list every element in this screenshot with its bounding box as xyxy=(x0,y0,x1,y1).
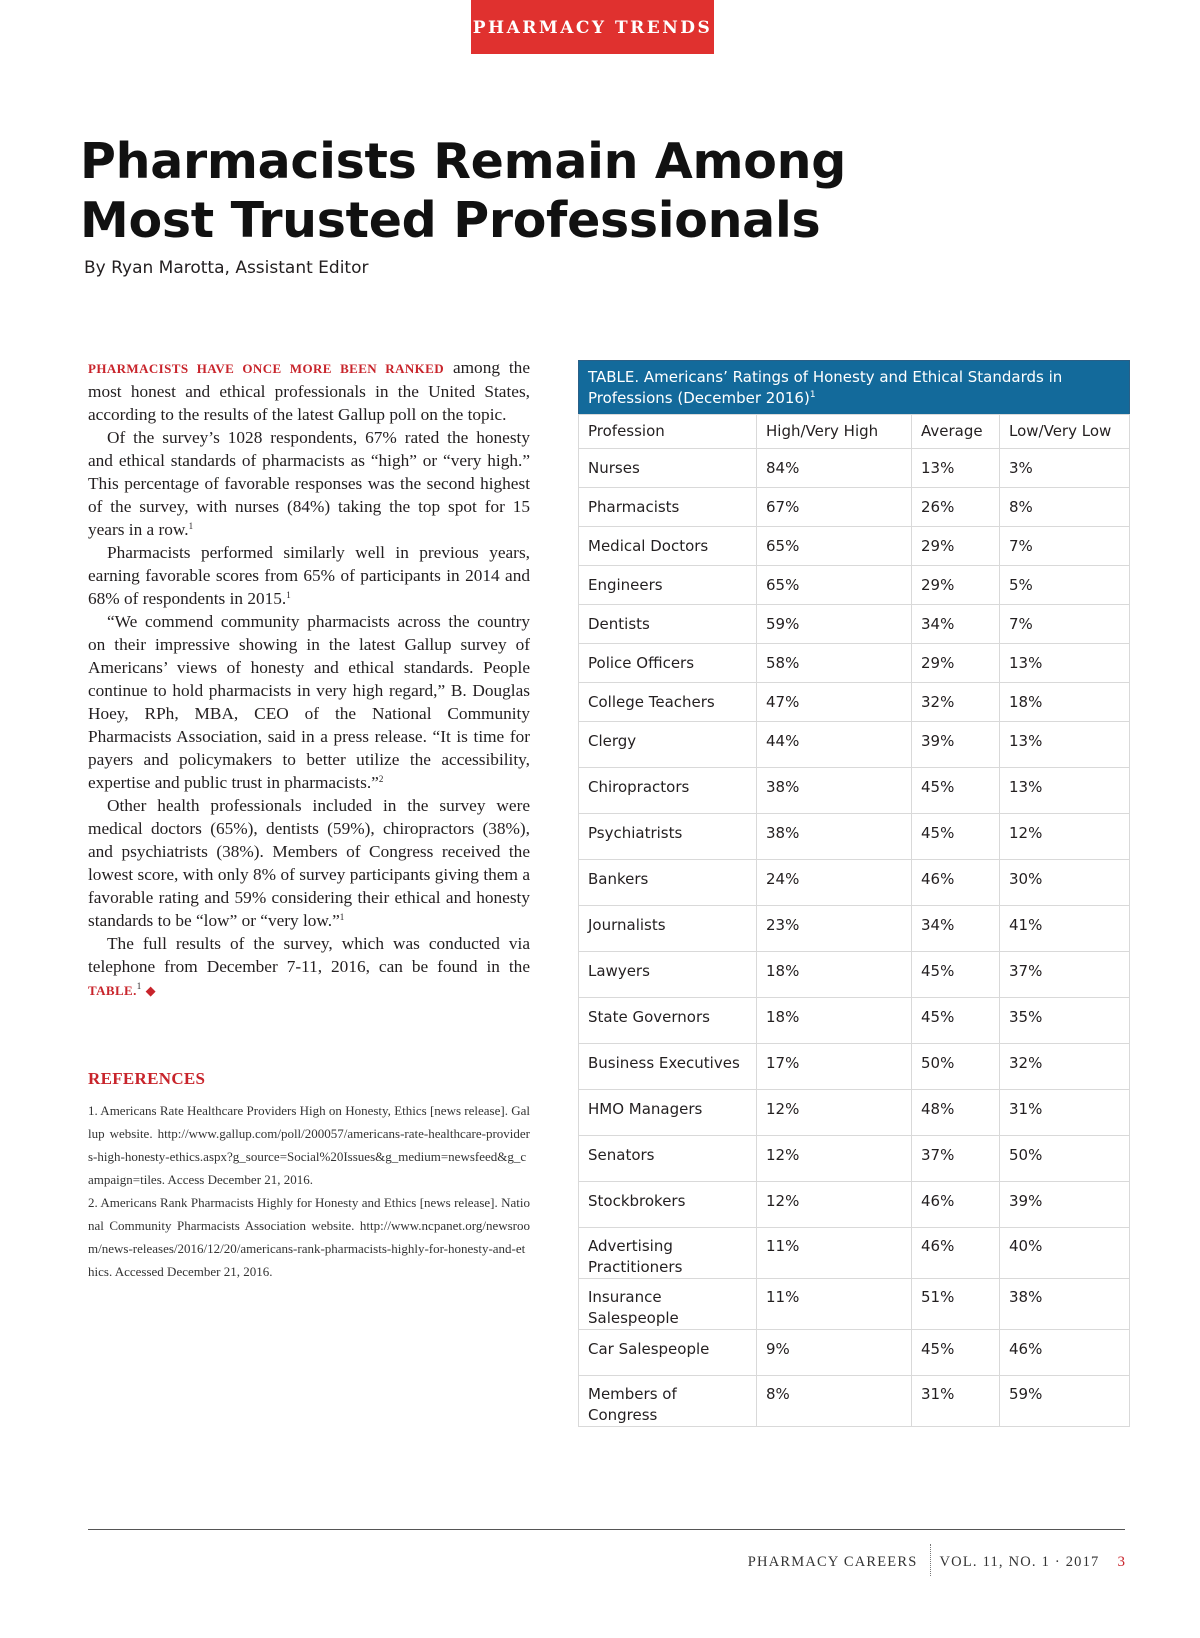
paragraph-2-text: Of the survey’s 1028 respondents, 67% rated the honesty and ethical standards of pharmacists as “high” or “very high.” This percentage of favorable responses was the second highest of the survey, with nurses (84%) taking the top spot for 15 years in a row. xyxy=(88,428,530,539)
average-cell: 34% xyxy=(912,605,1000,644)
references-list xyxy=(88,1099,530,1283)
column-header: Average xyxy=(912,415,1000,449)
average-cell: 37% xyxy=(912,1136,1000,1182)
byline: By Ryan Marotta, Assistant Editor xyxy=(84,258,369,278)
table-header-row xyxy=(579,415,1130,449)
high-cell: 18% xyxy=(757,952,912,998)
reference-item: 1. Americans Rate Healthcare Providers High on Honesty, Ethics [news release]. Gallup website. http://www.gallup.com/poll/200057/americans-rate-healthcare-providers-high-honesty-ethics.aspx?g_source=Social%20Issues&g_medium=newsfeed&g_campaign=tiles. Access December 21, 2016. xyxy=(88,1103,530,1187)
average-cell: 45% xyxy=(912,952,1000,998)
average-cell: 26% xyxy=(912,488,1000,527)
high-cell: 12% xyxy=(757,1182,912,1228)
profession-cell: Business Executives xyxy=(579,1044,757,1090)
high-cell: 23% xyxy=(757,906,912,952)
high-cell: 44% xyxy=(757,722,912,768)
profession-cell: Lawyers xyxy=(579,952,757,998)
table-row xyxy=(579,952,1130,998)
end-mark-icon: ◆ xyxy=(145,983,156,998)
page-footer xyxy=(748,1544,1125,1576)
low-cell: 13% xyxy=(1000,768,1130,814)
low-cell: 32% xyxy=(1000,1044,1130,1090)
average-cell: 29% xyxy=(912,527,1000,566)
average-cell: 34% xyxy=(912,906,1000,952)
high-cell: 24% xyxy=(757,860,912,906)
run-in-lead: PHARMACISTS HAVE ONCE MORE BEEN RANKED xyxy=(88,361,445,376)
high-cell: 84% xyxy=(757,449,912,488)
paragraph-1 xyxy=(88,356,530,426)
paragraph-2 xyxy=(88,426,530,541)
high-cell: 38% xyxy=(757,814,912,860)
paragraph-5-text: Other health professionals included in the survey were medical doctors (65%), dentists (59%), chiropractors (38%), and psychiatrists (38%). Members of Congress received the lowest score, with only 8% of survey participants giving them a favorable rating and 59% considering their ethical and honesty standards to be “low” or “very low.” xyxy=(88,796,530,930)
table-row xyxy=(579,1228,1130,1279)
high-cell: 9% xyxy=(757,1330,912,1376)
table-row xyxy=(579,1279,1130,1330)
low-cell: 37% xyxy=(1000,952,1130,998)
average-cell: 45% xyxy=(912,768,1000,814)
publication-name: PHARMACY CAREERS xyxy=(747,1554,918,1570)
table-caption-text: TABLE. Americans’ Ratings of Honesty and Ethical Standards in Professions (December 2016) xyxy=(588,368,1063,407)
column-header: High/Very High xyxy=(757,415,912,449)
profession-cell: State Governors xyxy=(579,998,757,1044)
low-cell: 41% xyxy=(1000,906,1130,952)
profession-cell: Members of Congress xyxy=(579,1376,757,1427)
high-cell: 12% xyxy=(757,1136,912,1182)
profession-cell: Bankers xyxy=(579,860,757,906)
table-row xyxy=(579,1182,1130,1228)
high-cell: 67% xyxy=(757,488,912,527)
high-cell: 38% xyxy=(757,768,912,814)
high-cell: 47% xyxy=(757,683,912,722)
high-cell: 58% xyxy=(757,644,912,683)
average-cell: 31% xyxy=(912,1376,1000,1427)
paragraph-3 xyxy=(88,541,530,610)
average-cell: 45% xyxy=(912,814,1000,860)
profession-cell: Stockbrokers xyxy=(579,1182,757,1228)
low-cell: 59% xyxy=(1000,1376,1130,1427)
high-cell: 17% xyxy=(757,1044,912,1090)
page-number: 3 xyxy=(1117,1554,1125,1570)
average-cell: 29% xyxy=(912,566,1000,605)
article-body xyxy=(88,356,530,1002)
footer-rule xyxy=(88,1529,1125,1530)
profession-cell: Psychiatrists xyxy=(579,814,757,860)
ratings-table xyxy=(578,360,1130,1427)
table-row xyxy=(579,814,1130,860)
profession-cell: Dentists xyxy=(579,605,757,644)
footnote-marker: 1 xyxy=(286,590,291,600)
profession-cell: Police Officers xyxy=(579,644,757,683)
low-cell: 38% xyxy=(1000,1279,1130,1330)
table-row xyxy=(579,644,1130,683)
profession-cell: Journalists xyxy=(579,906,757,952)
table-row xyxy=(579,566,1130,605)
high-cell: 8% xyxy=(757,1376,912,1427)
table-row xyxy=(579,1136,1130,1182)
table-row xyxy=(579,1044,1130,1090)
table-reference: TABLE. xyxy=(88,983,137,998)
profession-cell: Clergy xyxy=(579,722,757,768)
headline: Pharmacists Remain Among Most Trusted Professionals xyxy=(80,133,847,249)
low-cell: 7% xyxy=(1000,527,1130,566)
references-heading: REFERENCES xyxy=(88,1069,206,1088)
high-cell: 59% xyxy=(757,605,912,644)
issue-info: VOL. 11, NO. 1 · 2017 xyxy=(939,1554,1100,1570)
low-cell: 13% xyxy=(1000,644,1130,683)
table-row xyxy=(579,998,1130,1044)
table-row xyxy=(579,722,1130,768)
profession-cell: Nurses xyxy=(579,449,757,488)
profession-cell: Senators xyxy=(579,1136,757,1182)
low-cell: 50% xyxy=(1000,1136,1130,1182)
paragraph-4-text: “We commend community pharmacists across the country on their impressive showing in the latest Gallup survey of Americans’ views of honesty and ethical standards. People continue to hold pharmacists in very high regard,” B. Douglas Hoey, RPh, MBA, CEO of the National Community Pharmacists Association, said in a press release. “It is time for payers and policymakers to better utilize the accessibility, expertise and public trust in pharmacists.” xyxy=(88,612,530,792)
average-cell: 45% xyxy=(912,998,1000,1044)
low-cell: 13% xyxy=(1000,722,1130,768)
profession-cell: Advertising Practitioners xyxy=(579,1228,757,1279)
paragraph-5 xyxy=(88,794,530,932)
table-row xyxy=(579,1330,1130,1376)
low-cell: 12% xyxy=(1000,814,1130,860)
low-cell: 18% xyxy=(1000,683,1130,722)
low-cell: 5% xyxy=(1000,566,1130,605)
paragraph-4 xyxy=(88,610,530,794)
table-row xyxy=(579,683,1130,722)
low-cell: 35% xyxy=(1000,998,1130,1044)
paragraph-1-text: among the most honest and ethical professionals in the United States, according to the results of the latest Gallup poll on the topic. xyxy=(88,358,530,424)
reference-item: 2. Americans Rank Pharmacists Highly for Honesty and Ethics [news release]. National Community Pharmacists Association website. http://www.ncpanet.org/newsroom/news-releases/2016/12/20/americans-rank-pharmacists-highly-for-honesty-and-ethics. Accessed December 21, 2016. xyxy=(88,1195,530,1279)
high-cell: 11% xyxy=(757,1279,912,1330)
footnote-marker: 1 xyxy=(188,521,194,531)
table-row xyxy=(579,1090,1130,1136)
table-row xyxy=(579,488,1130,527)
profession-cell: College Teachers xyxy=(579,683,757,722)
low-cell: 7% xyxy=(1000,605,1130,644)
table-caption xyxy=(578,360,1130,414)
high-cell: 11% xyxy=(757,1228,912,1279)
section-tag: PHARMACY TRENDS xyxy=(471,0,714,54)
table-row xyxy=(579,768,1130,814)
footnote-marker: 1 xyxy=(136,981,142,991)
table-row xyxy=(579,527,1130,566)
table-row xyxy=(579,860,1130,906)
low-cell: 39% xyxy=(1000,1182,1130,1228)
profession-cell: Engineers xyxy=(579,566,757,605)
footnote-marker: 2 xyxy=(378,774,384,784)
footnote-marker: 1 xyxy=(339,912,345,922)
low-cell: 46% xyxy=(1000,1330,1130,1376)
low-cell: 30% xyxy=(1000,860,1130,906)
profession-cell: Medical Doctors xyxy=(579,527,757,566)
average-cell: 29% xyxy=(912,644,1000,683)
table-row xyxy=(579,1376,1130,1427)
average-cell: 46% xyxy=(912,860,1000,906)
profession-cell: Car Salespeople xyxy=(579,1330,757,1376)
column-header: Low/Very Low xyxy=(1000,415,1130,449)
average-cell: 39% xyxy=(912,722,1000,768)
profession-cell: Chiropractors xyxy=(579,768,757,814)
profession-cell: HMO Managers xyxy=(579,1090,757,1136)
profession-cell: Pharmacists xyxy=(579,488,757,527)
high-cell: 65% xyxy=(757,527,912,566)
paragraph-6-text: The full results of the survey, which was conducted via telephone from December 7-11, 2016, can be found in the xyxy=(88,934,530,976)
average-cell: 46% xyxy=(912,1228,1000,1279)
profession-cell: Insurance Salespeople xyxy=(579,1279,757,1330)
average-cell: 48% xyxy=(912,1090,1000,1136)
footnote-marker: 1 xyxy=(809,390,816,400)
average-cell: 50% xyxy=(912,1044,1000,1090)
average-cell: 46% xyxy=(912,1182,1000,1228)
paragraph-6 xyxy=(88,932,530,1002)
footer-divider xyxy=(930,1544,931,1576)
average-cell: 45% xyxy=(912,1330,1000,1376)
low-cell: 8% xyxy=(1000,488,1130,527)
average-cell: 51% xyxy=(912,1279,1000,1330)
low-cell: 31% xyxy=(1000,1090,1130,1136)
column-header: Profession xyxy=(579,415,757,449)
table-row xyxy=(579,449,1130,488)
paragraph-3-text: Pharmacists performed similarly well in previous years, earning favorable scores from 65% of participants in 2014 and 68% of respondents in 2015. xyxy=(88,543,530,608)
table-row xyxy=(579,906,1130,952)
high-cell: 12% xyxy=(757,1090,912,1136)
average-cell: 13% xyxy=(912,449,1000,488)
low-cell: 3% xyxy=(1000,449,1130,488)
low-cell: 40% xyxy=(1000,1228,1130,1279)
high-cell: 65% xyxy=(757,566,912,605)
high-cell: 18% xyxy=(757,998,912,1044)
table-row xyxy=(579,605,1130,644)
average-cell: 32% xyxy=(912,683,1000,722)
